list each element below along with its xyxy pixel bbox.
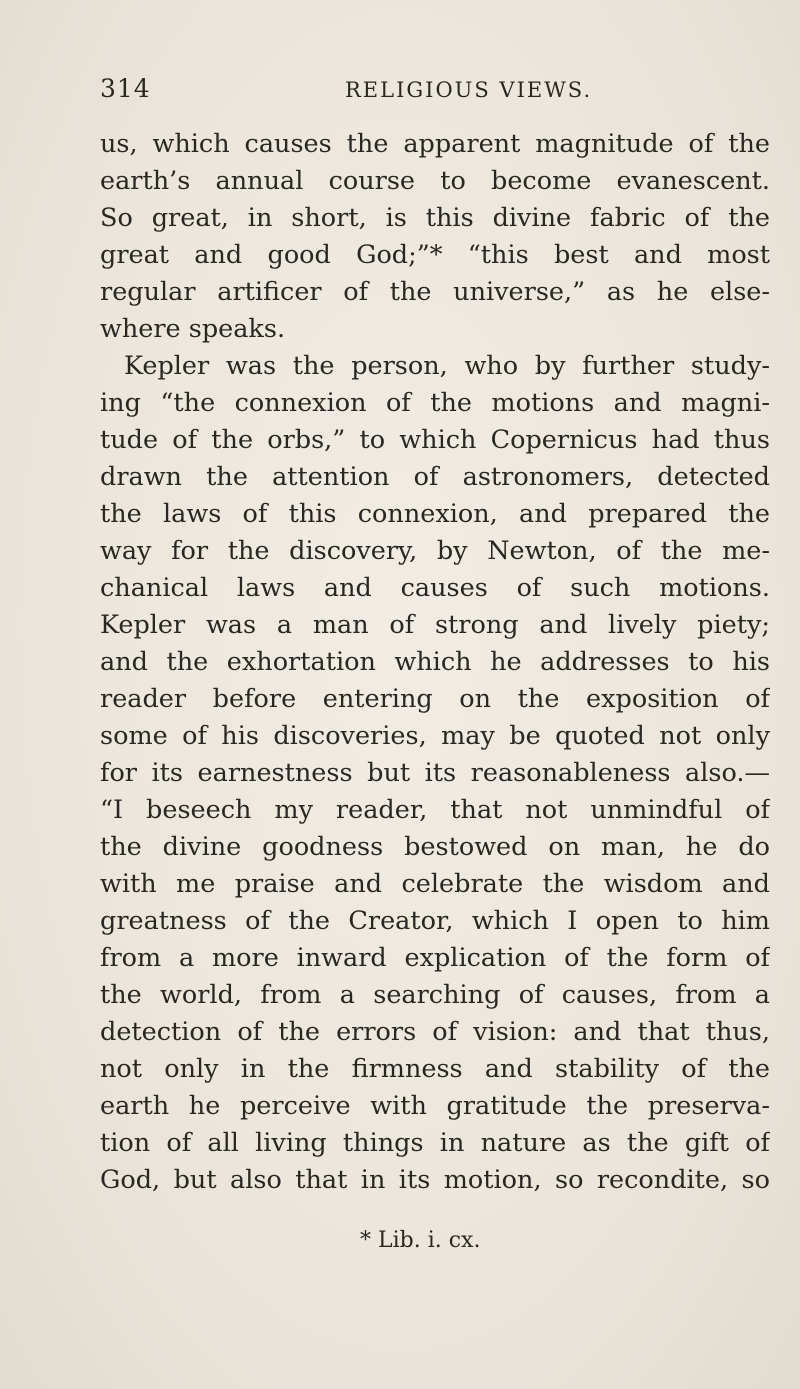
text-line: not only in the firmness and stability of the xyxy=(100,1054,770,1084)
text-line: from a more inward explication of the form of xyxy=(100,943,770,973)
text-line: regular artificer of the universe,” as he else- xyxy=(100,277,770,307)
text-line: drawn the attention of astronomers, detected xyxy=(100,462,770,492)
text-line: ing “the connexion of the motions and magni- xyxy=(100,388,770,418)
text-line: us, which causes the apparent magnitude of the xyxy=(100,129,770,159)
footnote: * Lib. i. cx. xyxy=(360,1228,481,1253)
text-line: some of his discoveries, may be quoted not only xyxy=(100,721,770,751)
text-line: tude of the orbs,” to which Copernicus had thus xyxy=(100,425,770,455)
text-line: way for the discovery, by Newton, of the me- xyxy=(100,536,770,566)
text-line: the divine goodness bestowed on man, he do xyxy=(100,832,770,862)
text-line: Kepler was the person, who by further study- xyxy=(124,351,770,381)
text-line: earth he perceive with gratitude the preserva- xyxy=(100,1091,770,1121)
text-line: So great, in short, is this divine fabric of the xyxy=(100,203,770,233)
text-line: chanical laws and causes of such motions. xyxy=(100,573,770,603)
page-header xyxy=(100,74,760,114)
text-line: and the exhortation which he addresses to his xyxy=(100,647,770,677)
text-line: the world, from a searching of causes, from a xyxy=(100,980,770,1010)
text-line: earth’s annual course to become evanescent. xyxy=(100,166,770,196)
text-line: greatness of the Creator, which I open to him xyxy=(100,906,770,936)
text-line: tion of all living things in nature as the gift of xyxy=(100,1128,770,1158)
text-line: “I beseech my reader, that not unmindful of xyxy=(100,795,770,825)
text-line: for its earnestness but its reasonableness also.— xyxy=(100,758,770,788)
text-line: reader before entering on the exposition of xyxy=(100,684,770,714)
text-line: with me praise and celebrate the wisdom and xyxy=(100,869,770,899)
running-head: RELIGIOUS VIEWS. xyxy=(345,78,593,102)
text-line: God, but also that in its motion, so recondite, so xyxy=(100,1165,770,1195)
body-text xyxy=(100,126,770,1199)
text-line: great and good God;”* “this best and most xyxy=(100,240,770,270)
page-number: 314 xyxy=(100,74,151,103)
text-line: Kepler was a man of strong and lively piety; xyxy=(100,610,770,640)
text-line: detection of the errors of vision: and that thus, xyxy=(100,1017,770,1047)
text-line: where speaks. xyxy=(100,314,286,344)
text-line: the laws of this connexion, and prepared the xyxy=(100,499,770,529)
